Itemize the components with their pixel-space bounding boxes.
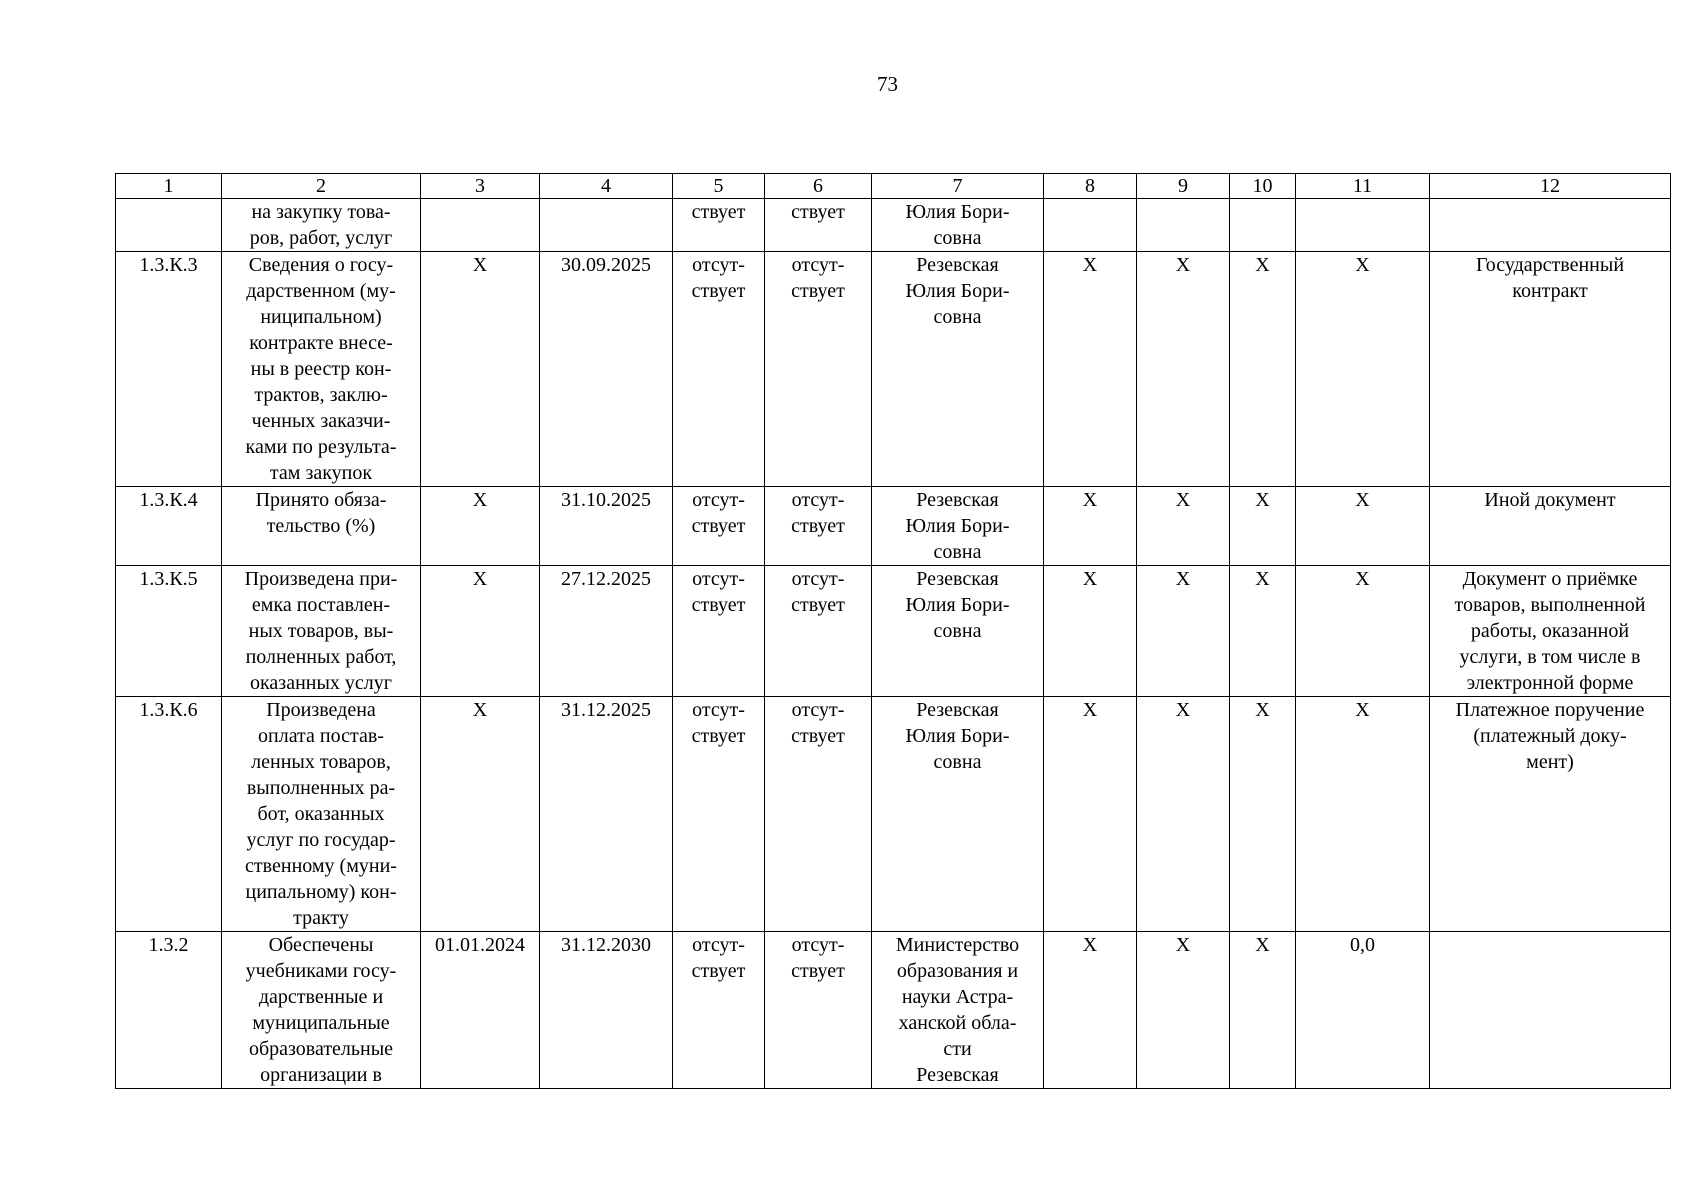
table-cell: Произведена при- емка поставлен- ных товаров, вы- полненных работ, оказанных услуг xyxy=(222,566,421,697)
table-row xyxy=(116,487,1671,566)
table-cell xyxy=(1044,199,1137,252)
table-cell xyxy=(421,199,540,252)
table-cell: отсут- ствует xyxy=(673,932,765,1089)
table-cell: Сведения о госу- дарственном (му- ниципальном) контракте внесе- ны в реестр кон- трактов, заклю- ченных заказчи- ками по результа- там закупок xyxy=(222,252,421,487)
table-row xyxy=(116,252,1671,487)
table-cell: отсут- ствует xyxy=(765,697,872,932)
table-cell: 1.3.2 xyxy=(116,932,222,1089)
table-cell: 31.10.2025 xyxy=(540,487,673,566)
table-cell: на закупку това- ров, работ, услуг xyxy=(222,199,421,252)
table-cell: X xyxy=(1296,487,1430,566)
table-cell: отсут- ствует xyxy=(765,252,872,487)
table-row xyxy=(116,932,1671,1089)
table-cell xyxy=(1430,932,1671,1089)
table-cell: ствует xyxy=(673,199,765,252)
table-cell: 30.09.2025 xyxy=(540,252,673,487)
table-cell: отсут- ствует xyxy=(765,487,872,566)
table-row xyxy=(116,697,1671,932)
table-cell: 31.12.2030 xyxy=(540,932,673,1089)
table-row xyxy=(116,199,1671,252)
table-cell: Резевская Юлия Бори- совна xyxy=(872,487,1044,566)
table-cell: отсут- ствует xyxy=(673,697,765,932)
table-cell: Иной документ xyxy=(1430,487,1671,566)
table-cell xyxy=(116,199,222,252)
column-header: 8 xyxy=(1044,174,1137,199)
table-cell: 1.3.К.4 xyxy=(116,487,222,566)
table-cell: Государственный контракт xyxy=(1430,252,1671,487)
table-cell: Обеспечены учебниками госу- дарственные и муниципальные образовательные организации в xyxy=(222,932,421,1089)
table-cell: X xyxy=(1137,566,1230,697)
table-cell xyxy=(1230,199,1296,252)
header-row xyxy=(116,174,1671,199)
column-header: 11 xyxy=(1296,174,1430,199)
table-cell: отсут- ствует xyxy=(673,252,765,487)
table-cell: X xyxy=(1137,932,1230,1089)
table-cell: X xyxy=(1230,932,1296,1089)
table-cell: X xyxy=(1230,252,1296,487)
table-cell: 0,0 xyxy=(1296,932,1430,1089)
table-cell: X xyxy=(1230,566,1296,697)
table-header xyxy=(116,174,1671,199)
table-cell: 1.3.К.5 xyxy=(116,566,222,697)
table-cell xyxy=(1296,199,1430,252)
table-cell: X xyxy=(1044,487,1137,566)
table-cell: Резевская Юлия Бори- совна xyxy=(872,566,1044,697)
table-row xyxy=(116,566,1671,697)
table-cell: 27.12.2025 xyxy=(540,566,673,697)
table-cell: Принято обяза- тельство (%) xyxy=(222,487,421,566)
table-cell: 31.12.2025 xyxy=(540,697,673,932)
table-cell: 1.3.К.3 xyxy=(116,252,222,487)
table-cell: X xyxy=(1137,252,1230,487)
table-cell: X xyxy=(1296,252,1430,487)
column-header: 12 xyxy=(1430,174,1671,199)
column-header: 2 xyxy=(222,174,421,199)
column-header: 4 xyxy=(540,174,673,199)
column-header: 3 xyxy=(421,174,540,199)
table-cell: X xyxy=(1230,697,1296,932)
table-cell xyxy=(1137,199,1230,252)
table-cell: отсут- ствует xyxy=(765,566,872,697)
table-cell: X xyxy=(1137,697,1230,932)
table-cell: Резевская Юлия Бори- совна xyxy=(872,252,1044,487)
table-cell: X xyxy=(1137,487,1230,566)
table-cell: X xyxy=(421,252,540,487)
page-number: 73 xyxy=(877,72,898,96)
table-cell: X xyxy=(1044,932,1137,1089)
table-cell: X xyxy=(421,566,540,697)
table-cell: Документ о приёмке товаров, выполненной работы, оказанной услуги, в том числе в электронной форме xyxy=(1430,566,1671,697)
table-cell: X xyxy=(1044,697,1137,932)
table-cell: Резевская Юлия Бори- совна xyxy=(872,697,1044,932)
table-cell: Министерство образования и науки Астра- ханской обла- сти Резевская xyxy=(872,932,1044,1089)
plan-table xyxy=(115,173,1671,1089)
column-header: 7 xyxy=(872,174,1044,199)
table-cell: ствует xyxy=(765,199,872,252)
table-body xyxy=(116,199,1671,1089)
table-cell: X xyxy=(1044,566,1137,697)
table-cell: Юлия Бори- совна xyxy=(872,199,1044,252)
table-cell xyxy=(1430,199,1671,252)
table-cell: X xyxy=(1296,697,1430,932)
table-cell: X xyxy=(1296,566,1430,697)
table-cell: Произведена оплата постав- ленных товаров, выполненных ра- бот, оказанных услуг по государ- ственному (муни- ципальному) кон- тракту xyxy=(222,697,421,932)
column-header: 1 xyxy=(116,174,222,199)
table-cell: Платежное поручение (платежный доку- мент) xyxy=(1430,697,1671,932)
table-cell: X xyxy=(421,697,540,932)
table-cell: X xyxy=(421,487,540,566)
column-header: 6 xyxy=(765,174,872,199)
table-cell: X xyxy=(1230,487,1296,566)
table-cell xyxy=(540,199,673,252)
table-cell: отсут- ствует xyxy=(673,487,765,566)
table-cell: отсут- ствует xyxy=(673,566,765,697)
column-header: 10 xyxy=(1230,174,1296,199)
table-cell: 01.01.2024 xyxy=(421,932,540,1089)
column-header: 9 xyxy=(1137,174,1230,199)
table-cell: 1.3.К.6 xyxy=(116,697,222,932)
column-header: 5 xyxy=(673,174,765,199)
table-cell: X xyxy=(1044,252,1137,487)
table-cell: отсут- ствует xyxy=(765,932,872,1089)
